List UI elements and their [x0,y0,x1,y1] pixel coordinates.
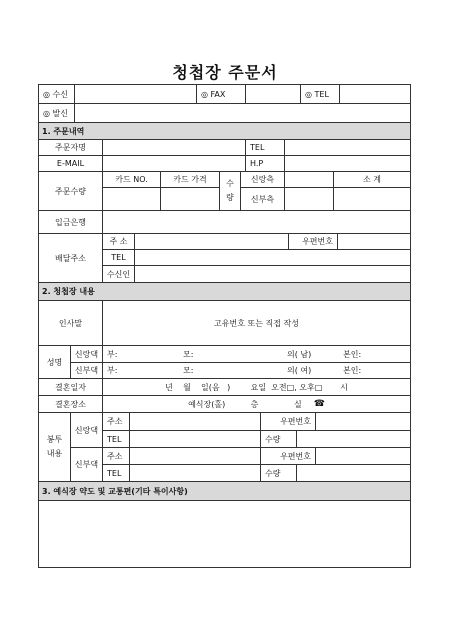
bride-mother: 모: [183,366,194,375]
groom-rank: 의( 남) [287,349,312,359]
card-no-label: 카드 NO. [102,171,161,188]
env-bride-zipcode-label: 우편번호 [260,447,316,465]
orderer-tel-field[interactable] [284,139,411,156]
bride-father: 부: [107,366,118,375]
to-label: ◎ 수신 [38,84,75,104]
env-bride-address-field[interactable] [129,447,261,465]
bank-label: 입금은행 [38,210,103,234]
bride-label: 신부댁 [70,362,103,379]
env-groom-address-label: 주소 [102,412,130,431]
env-groom-tel-field[interactable] [129,430,261,448]
recipient-label: 수신인 [102,265,135,283]
env-groom-label: 신랑댁 [70,412,103,448]
qty-label [219,171,241,211]
subtotal-field[interactable] [333,187,411,211]
groom-side-field[interactable] [284,171,334,188]
groom-side-label: 신랑측 [240,171,285,188]
env-bride-tel-label: TEL [102,464,130,482]
address-field[interactable] [134,233,289,250]
bride-rank: 의( 여) [287,366,312,375]
venue-text: 예식장(홀) 층 실 [188,399,302,409]
delivery-label: 배달주소 [38,233,103,283]
hp-label: H.P [245,155,285,172]
hp-field[interactable] [284,155,411,172]
groom-father: 부: [107,349,118,359]
from-field[interactable] [74,103,411,123]
env-groom-address-field[interactable] [129,412,261,431]
name-label: 성명 [38,345,71,379]
qty-label-bottom: 량 [226,193,234,202]
bride-self: 본인: [343,366,362,375]
wedding-venue-label: 결혼장소 [38,395,103,413]
fax-label: ◎ FAX [196,84,246,104]
wedding-date-field[interactable]: 년 월 일(음 ) 요일 오전□, 오후□ 시 [102,378,411,396]
groom-mother: 모: [183,349,194,359]
zipcode-field[interactable] [337,233,411,250]
card-price-field[interactable] [160,187,220,211]
bride-side-label: 신부측 [240,187,285,211]
env-bride-qty-field[interactable] [296,464,411,482]
orderer-tel-label: TEL [245,139,285,156]
fax-field[interactable] [245,84,301,104]
email-field[interactable] [102,155,246,172]
delivery-tel-field[interactable] [134,249,411,266]
section-order-header: 1. 주문내역 [38,122,411,140]
document-title: 청첩장 주문서 [172,63,278,82]
wedding-date-label: 결혼일자 [38,378,103,396]
env-groom-tel-label: TEL [102,430,130,448]
groom-self: 본인: [343,349,362,359]
tel-field[interactable] [339,84,411,104]
greeting-field[interactable]: 고유번호 또는 직접 작성 [102,300,411,346]
to-field[interactable] [74,84,197,104]
groom-label: 신랑댁 [70,345,103,363]
env-bride-qty-label: 수량 [260,464,297,482]
recipient-field[interactable] [134,265,411,283]
env-bride-zipcode-field[interactable] [315,447,411,465]
envelope-label [38,412,71,482]
qty-label-top: 수 [226,179,234,188]
tel-label: ◎ TEL [300,84,340,104]
env-groom-qty-field[interactable] [296,430,411,448]
env-bride-label: 신부댁 [70,447,103,482]
zipcode-label: 우편번호 [288,233,338,250]
bride-side-field[interactable] [284,187,334,211]
greeting-label: 인사말 [38,300,103,346]
subtotal-label: 소 계 [333,171,411,188]
delivery-tel-label: TEL [102,249,135,266]
bride-name-row[interactable] [102,362,411,379]
env-groom-zipcode-label: 우편번호 [260,412,316,431]
envelope-label-bottom: 내용 [46,449,63,458]
map-field[interactable] [38,500,411,568]
orderer-field[interactable] [102,139,246,156]
env-groom-zipcode-field[interactable] [315,412,411,431]
card-no-field[interactable] [102,187,161,211]
env-bride-address-label: 주소 [102,447,130,465]
orderer-label: 주문자명 [38,139,103,156]
env-groom-qty-label: 수량 [260,430,297,448]
section-content-header: 2. 청첩장 내용 [38,282,411,301]
email-label: E-MAIL [38,155,103,172]
envelope-label-top: 봉투 [46,435,63,444]
from-label: ◎ 발신 [38,103,75,123]
groom-name-row[interactable] [102,345,411,363]
section-map-header: 3. 예식장 약도 및 교통편(기타 특이사항) [38,481,411,501]
address-label: 주 소 [102,233,135,250]
card-price-label: 카드 가격 [160,171,220,188]
env-bride-tel-field[interactable] [129,464,261,482]
quantity-label: 주문수량 [38,171,103,211]
wedding-venue-field[interactable] [102,395,411,413]
bank-field[interactable] [102,210,411,234]
phone-icon: ☎ [313,399,325,409]
